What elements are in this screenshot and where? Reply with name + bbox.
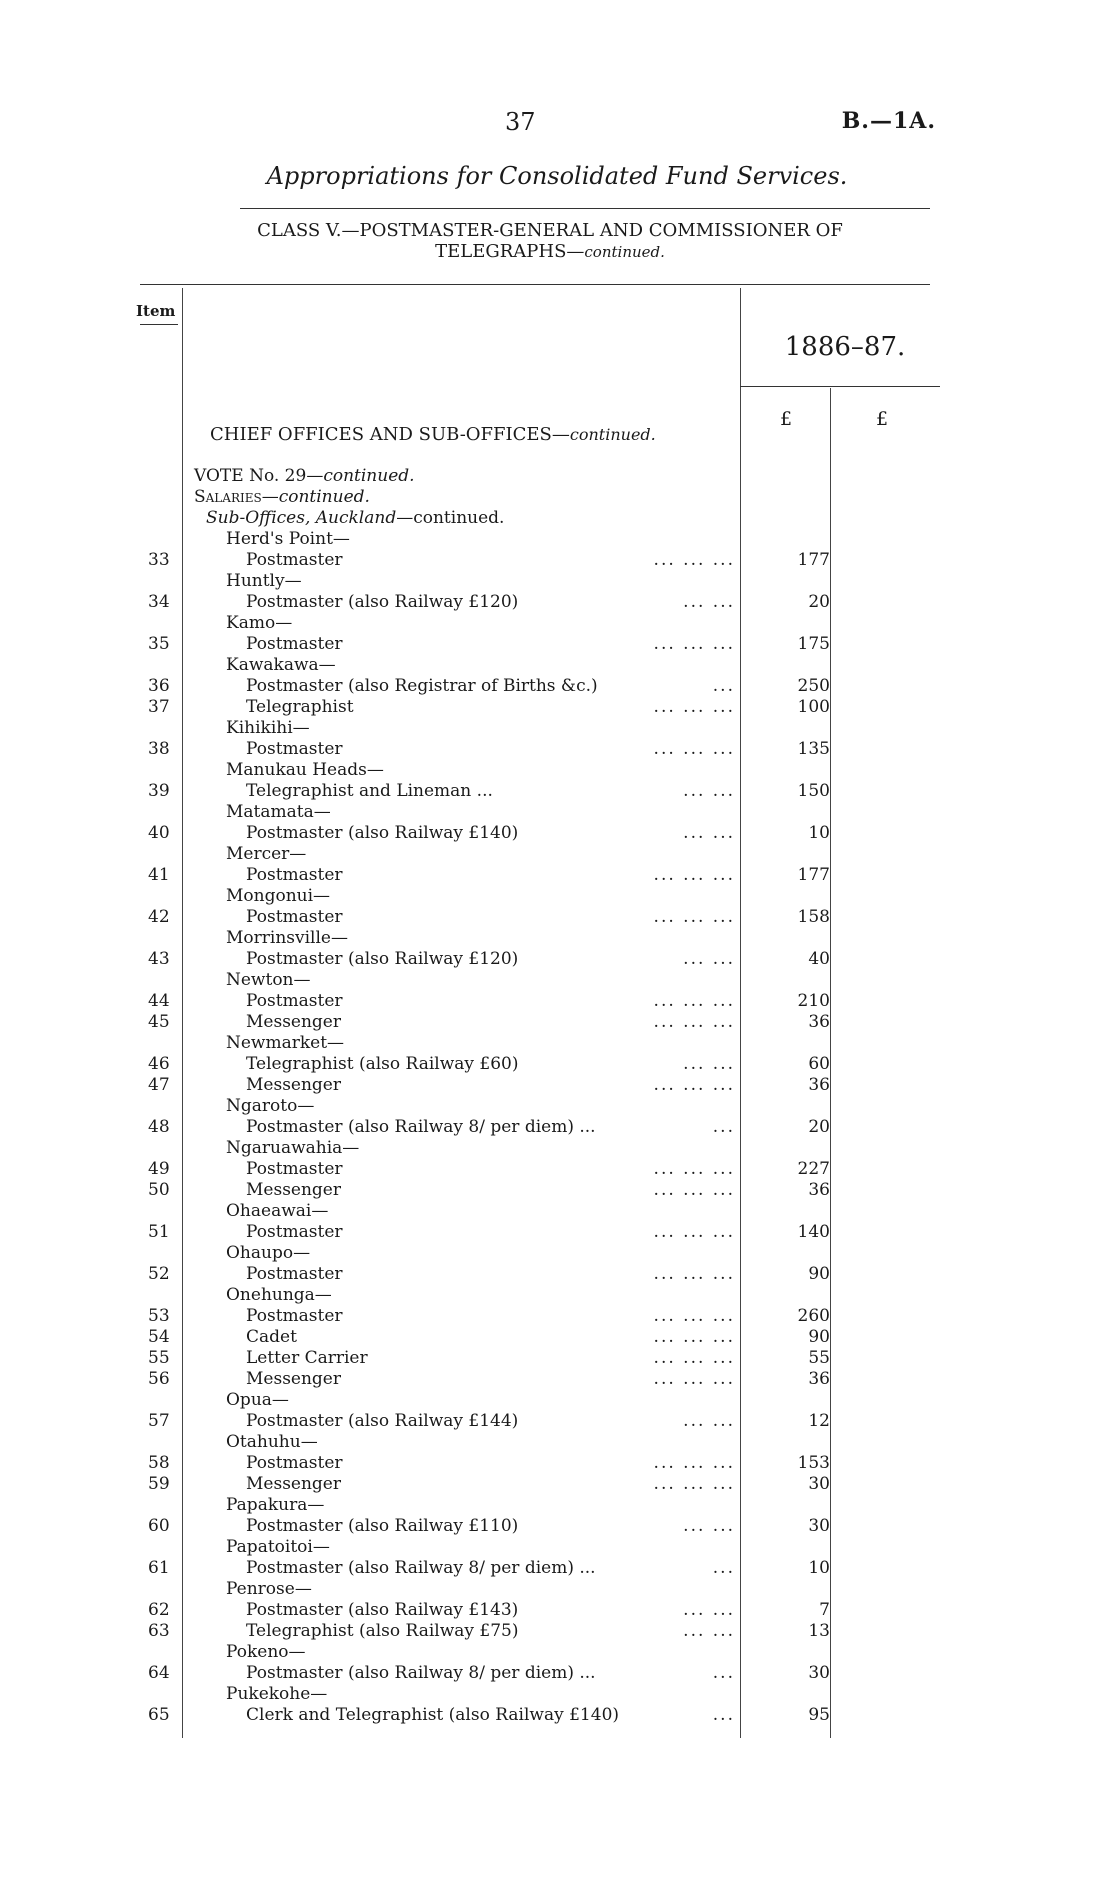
title-rule bbox=[240, 208, 930, 209]
document-reference: B.—1A. bbox=[841, 108, 936, 134]
position-title: Postmaster bbox=[246, 634, 343, 654]
item-number: 35 bbox=[148, 634, 170, 654]
amount-value: 36 bbox=[808, 1369, 830, 1389]
item-number: 33 bbox=[148, 550, 170, 570]
amount-value: 30 bbox=[808, 1663, 830, 1683]
position-title: Postmaster bbox=[246, 550, 343, 570]
amount-value: 175 bbox=[797, 634, 830, 654]
place-name: Pokeno— bbox=[226, 1642, 306, 1662]
amount-value: 140 bbox=[797, 1222, 830, 1242]
amount-value: 13 bbox=[808, 1621, 830, 1641]
position-title: Postmaster bbox=[246, 865, 343, 885]
table-row bbox=[0, 1075, 1114, 1096]
leader-dots: ... ... bbox=[683, 1600, 735, 1620]
class-rule bbox=[140, 284, 930, 285]
position-title: Postmaster bbox=[246, 1222, 343, 1242]
class-title bbox=[150, 220, 950, 263]
item-number: 53 bbox=[148, 1306, 170, 1326]
place-name: Ngaruawahia— bbox=[226, 1138, 360, 1158]
position-title: Letter Carrier bbox=[246, 1348, 368, 1368]
leader-dots: ... ... bbox=[683, 1411, 735, 1431]
position-title: Postmaster (also Registrar of Births &c.) bbox=[246, 676, 598, 696]
table-row bbox=[0, 1222, 1114, 1243]
amount-value: 158 bbox=[797, 907, 830, 927]
item-number: 62 bbox=[148, 1600, 170, 1620]
leader-dots: ... ... bbox=[683, 592, 735, 612]
place-name: Ohaupo— bbox=[226, 1243, 311, 1263]
amount-value: 60 bbox=[808, 1054, 830, 1074]
amount-value: 30 bbox=[808, 1516, 830, 1536]
leader-dots: ... ... ... bbox=[653, 1012, 735, 1032]
place-row bbox=[0, 928, 1114, 949]
item-number: 43 bbox=[148, 949, 170, 969]
table-row bbox=[0, 1348, 1114, 1369]
item-number: 48 bbox=[148, 1117, 170, 1137]
position-title: Cadet bbox=[246, 1327, 297, 1347]
position-title: Postmaster (also Railway 8/ per diem) ... bbox=[246, 1663, 596, 1683]
place-row bbox=[0, 1096, 1114, 1117]
section-heading-italic: continued. bbox=[569, 425, 656, 444]
table-row bbox=[0, 1516, 1114, 1537]
amount-value: 7 bbox=[819, 1600, 830, 1620]
item-number: 51 bbox=[148, 1222, 170, 1242]
table-row bbox=[0, 1600, 1114, 1621]
item-number: 36 bbox=[148, 676, 170, 696]
position-title: Telegraphist (also Railway £75) bbox=[246, 1621, 519, 1641]
item-number: 42 bbox=[148, 907, 170, 927]
place-name: Opua— bbox=[226, 1390, 289, 1410]
item-number: 34 bbox=[148, 592, 170, 612]
leader-dots: ... ... ... bbox=[653, 991, 735, 1011]
position-title: Postmaster bbox=[246, 1306, 343, 1326]
item-number: 57 bbox=[148, 1411, 170, 1431]
leader-dots: ... ... ... bbox=[653, 1264, 735, 1284]
amount-value: 12 bbox=[808, 1411, 830, 1431]
leader-dots: ... ... bbox=[683, 781, 735, 801]
leader-dots: ... bbox=[712, 1117, 735, 1137]
suboffices-heading-italic: Sub-Offices, Auckland bbox=[206, 508, 397, 528]
table-row bbox=[0, 1474, 1114, 1495]
salaries-heading bbox=[194, 487, 370, 507]
item-number: 59 bbox=[148, 1474, 170, 1494]
item-number: 37 bbox=[148, 697, 170, 717]
position-title: Messenger bbox=[246, 1369, 341, 1389]
amount-value: 227 bbox=[797, 1159, 830, 1179]
leader-dots: ... ... ... bbox=[653, 1453, 735, 1473]
page-number: 37 bbox=[505, 108, 536, 136]
table-row bbox=[0, 1411, 1114, 1432]
position-title: Postmaster (also Railway £120) bbox=[246, 949, 519, 969]
place-row bbox=[0, 970, 1114, 991]
leader-dots: ... ... ... bbox=[653, 1075, 735, 1095]
position-title: Postmaster (also Railway £110) bbox=[246, 1516, 519, 1536]
table-row bbox=[0, 739, 1114, 760]
item-number: 50 bbox=[148, 1180, 170, 1200]
amount-value: 153 bbox=[797, 1453, 830, 1473]
leader-dots: ... ... ... bbox=[653, 1348, 735, 1368]
item-number: 60 bbox=[148, 1516, 170, 1536]
position-title: Messenger bbox=[246, 1075, 341, 1095]
place-row bbox=[0, 1579, 1114, 1600]
place-row bbox=[0, 571, 1114, 592]
item-number: 38 bbox=[148, 739, 170, 759]
item-header-underline bbox=[140, 324, 178, 325]
item-number: 39 bbox=[148, 781, 170, 801]
position-title: Postmaster bbox=[246, 1453, 343, 1473]
place-name: Morrinsville— bbox=[226, 928, 348, 948]
item-number: 54 bbox=[148, 1327, 170, 1347]
position-title: Clerk and Telegraphist (also Railway £140) bbox=[246, 1705, 620, 1725]
position-title: Telegraphist (also Railway £60) bbox=[246, 1054, 519, 1074]
place-row bbox=[0, 1201, 1114, 1222]
position-title: Messenger bbox=[246, 1474, 341, 1494]
amount-value: 55 bbox=[808, 1348, 830, 1368]
amount-value: 135 bbox=[797, 739, 830, 759]
amount-value: 40 bbox=[808, 949, 830, 969]
amount-value: 30 bbox=[808, 1474, 830, 1494]
currency-symbol-1: £ bbox=[780, 408, 793, 430]
place-name: Penrose— bbox=[226, 1579, 312, 1599]
table-row bbox=[0, 697, 1114, 718]
item-number: 47 bbox=[148, 1075, 170, 1095]
position-title: Postmaster bbox=[246, 991, 343, 1011]
position-title: Postmaster (also Railway 8/ per diem) ... bbox=[246, 1117, 596, 1137]
place-name: Kihikihi— bbox=[226, 718, 310, 738]
place-row bbox=[0, 1285, 1114, 1306]
item-number: 49 bbox=[148, 1159, 170, 1179]
leader-dots: ... ... bbox=[683, 949, 735, 969]
table-row bbox=[0, 1705, 1114, 1726]
leader-dots: ... ... ... bbox=[653, 550, 735, 570]
place-name: Papatoitoi— bbox=[226, 1537, 330, 1557]
table-row bbox=[0, 781, 1114, 802]
item-number: 63 bbox=[148, 1621, 170, 1641]
vote-heading bbox=[194, 466, 415, 486]
position-title: Postmaster (also Railway £120) bbox=[246, 592, 519, 612]
place-name: Herd's Point— bbox=[226, 529, 350, 549]
place-name: Manukau Heads— bbox=[226, 760, 384, 780]
place-name: Kawakawa— bbox=[226, 655, 336, 675]
place-row bbox=[0, 760, 1114, 781]
item-number: 45 bbox=[148, 1012, 170, 1032]
place-row bbox=[0, 1684, 1114, 1705]
place-name: Matamata— bbox=[226, 802, 331, 822]
place-name: Newton— bbox=[226, 970, 311, 990]
amount-value: 20 bbox=[808, 1117, 830, 1137]
year-header: 1886–87. bbox=[784, 332, 906, 362]
place-row bbox=[0, 1138, 1114, 1159]
position-title: Telegraphist bbox=[246, 697, 354, 717]
leader-dots: ... bbox=[712, 676, 735, 696]
leader-dots: ... bbox=[712, 1705, 735, 1725]
leader-dots: ... ... bbox=[683, 1516, 735, 1536]
place-row bbox=[0, 1495, 1114, 1516]
item-number: 55 bbox=[148, 1348, 170, 1368]
class-title-line2-italic: continued. bbox=[584, 243, 665, 261]
table-row bbox=[0, 865, 1114, 886]
amount-value: 36 bbox=[808, 1075, 830, 1095]
amount-value: 210 bbox=[797, 991, 830, 1011]
item-number: 65 bbox=[148, 1705, 170, 1725]
section-heading bbox=[210, 424, 656, 445]
leader-dots: ... ... ... bbox=[653, 1474, 735, 1494]
salaries-heading-main: Salaries— bbox=[194, 487, 279, 507]
item-number: 52 bbox=[148, 1264, 170, 1284]
position-title: Postmaster bbox=[246, 1264, 343, 1284]
table-row bbox=[0, 949, 1114, 970]
amount-value: 36 bbox=[808, 1012, 830, 1032]
leader-dots: ... ... ... bbox=[653, 1180, 735, 1200]
place-name: Mercer— bbox=[226, 844, 307, 864]
position-title: Messenger bbox=[246, 1180, 341, 1200]
table-row bbox=[0, 1369, 1114, 1390]
place-row bbox=[0, 886, 1114, 907]
place-name: Newmarket— bbox=[226, 1033, 345, 1053]
table-row bbox=[0, 823, 1114, 844]
table-row bbox=[0, 1012, 1114, 1033]
currency-symbol-2: £ bbox=[876, 408, 889, 430]
amount-value: 177 bbox=[797, 865, 830, 885]
place-row bbox=[0, 1243, 1114, 1264]
leader-dots: ... ... bbox=[683, 1621, 735, 1641]
place-name: Pukekohe— bbox=[226, 1684, 328, 1704]
table-row bbox=[0, 1117, 1114, 1138]
item-number: 64 bbox=[148, 1663, 170, 1683]
table-row bbox=[0, 1558, 1114, 1579]
place-row bbox=[0, 802, 1114, 823]
place-name: Onehunga— bbox=[226, 1285, 332, 1305]
vote-heading-italic: continued. bbox=[323, 466, 415, 486]
page-title: Appropriations for Consolidated Fund Services. bbox=[266, 162, 848, 190]
table-row bbox=[0, 991, 1114, 1012]
item-number: 41 bbox=[148, 865, 170, 885]
year-underline bbox=[740, 386, 940, 387]
item-number: 56 bbox=[148, 1369, 170, 1389]
place-name: Ngaroto— bbox=[226, 1096, 315, 1116]
amount-value: 90 bbox=[808, 1264, 830, 1284]
position-title: Postmaster bbox=[246, 907, 343, 927]
amount-value: 100 bbox=[797, 697, 830, 717]
amount-value: 260 bbox=[797, 1306, 830, 1326]
table-row bbox=[0, 1264, 1114, 1285]
leader-dots: ... ... ... bbox=[653, 1369, 735, 1389]
place-row bbox=[0, 844, 1114, 865]
vote-heading-main: VOTE No. 29— bbox=[194, 466, 324, 486]
table-row bbox=[0, 1453, 1114, 1474]
amount-value: 250 bbox=[797, 676, 830, 696]
item-number: 61 bbox=[148, 1558, 170, 1578]
leader-dots: ... ... ... bbox=[653, 907, 735, 927]
place-row bbox=[0, 655, 1114, 676]
place-row bbox=[0, 529, 1114, 550]
amount-value: 177 bbox=[797, 550, 830, 570]
leader-dots: ... ... ... bbox=[653, 1306, 735, 1326]
table-row bbox=[0, 1180, 1114, 1201]
position-title: Messenger bbox=[246, 1012, 341, 1032]
table-row bbox=[0, 1306, 1114, 1327]
position-title: Postmaster bbox=[246, 1159, 343, 1179]
leader-dots: ... ... ... bbox=[653, 739, 735, 759]
item-number: 46 bbox=[148, 1054, 170, 1074]
amount-value: 10 bbox=[808, 823, 830, 843]
class-title-line2 bbox=[150, 241, 950, 263]
amount-value: 90 bbox=[808, 1327, 830, 1347]
place-row bbox=[0, 1033, 1114, 1054]
amount-value: 36 bbox=[808, 1180, 830, 1200]
place-row bbox=[0, 1390, 1114, 1411]
place-name: Papakura— bbox=[226, 1495, 325, 1515]
table-row bbox=[0, 592, 1114, 613]
leader-dots: ... ... ... bbox=[653, 1159, 735, 1179]
amount-value: 95 bbox=[808, 1705, 830, 1725]
suboffices-heading-rest: —continued. bbox=[396, 508, 505, 528]
place-name: Kamo— bbox=[226, 613, 293, 633]
place-row bbox=[0, 1432, 1114, 1453]
position-title: Postmaster (also Railway £143) bbox=[246, 1600, 519, 1620]
table-row bbox=[0, 1663, 1114, 1684]
item-column-header: Item bbox=[136, 302, 176, 320]
table-row bbox=[0, 1054, 1114, 1075]
section-heading-main: CHIEF OFFICES AND SUB-OFFICES— bbox=[210, 424, 570, 445]
amount-value: 150 bbox=[797, 781, 830, 801]
class-title-line2-main: TELEGRAPHS— bbox=[435, 241, 585, 262]
item-number: 40 bbox=[148, 823, 170, 843]
place-row bbox=[0, 613, 1114, 634]
position-title: Postmaster (also Railway £144) bbox=[246, 1411, 519, 1431]
place-name: Ohaeawai— bbox=[226, 1201, 329, 1221]
place-name: Huntly— bbox=[226, 571, 302, 591]
class-title-line1: CLASS V.—POSTMASTER-GENERAL AND COMMISSIONER OF bbox=[257, 220, 843, 241]
leader-dots: ... bbox=[712, 1558, 735, 1578]
place-row bbox=[0, 1537, 1114, 1558]
leader-dots: ... ... ... bbox=[653, 697, 735, 717]
table-row bbox=[0, 1621, 1114, 1642]
salaries-heading-italic: continued. bbox=[278, 487, 370, 507]
place-row bbox=[0, 718, 1114, 739]
table-row bbox=[0, 550, 1114, 571]
place-name: Otahuhu— bbox=[226, 1432, 318, 1452]
position-title: Telegraphist and Lineman ... bbox=[246, 781, 493, 801]
item-number: 58 bbox=[148, 1453, 170, 1473]
amount-value: 20 bbox=[808, 592, 830, 612]
leader-dots: ... bbox=[712, 1663, 735, 1683]
table-row bbox=[0, 634, 1114, 655]
leader-dots: ... ... ... bbox=[653, 634, 735, 654]
leader-dots: ... ... ... bbox=[653, 1327, 735, 1347]
suboffices-heading bbox=[206, 508, 504, 528]
leader-dots: ... ... ... bbox=[653, 865, 735, 885]
place-name: Mongonui— bbox=[226, 886, 331, 906]
leader-dots: ... ... ... bbox=[653, 1222, 735, 1242]
table-row bbox=[0, 1159, 1114, 1180]
table-row bbox=[0, 1327, 1114, 1348]
leader-dots: ... ... bbox=[683, 1054, 735, 1074]
item-number: 44 bbox=[148, 991, 170, 1011]
position-title: Postmaster bbox=[246, 739, 343, 759]
leader-dots: ... ... bbox=[683, 823, 735, 843]
table-row bbox=[0, 907, 1114, 928]
table-row bbox=[0, 676, 1114, 697]
amount-value: 10 bbox=[808, 1558, 830, 1578]
place-row bbox=[0, 1642, 1114, 1663]
position-title: Postmaster (also Railway £140) bbox=[246, 823, 519, 843]
position-title: Postmaster (also Railway 8/ per diem) ... bbox=[246, 1558, 596, 1578]
